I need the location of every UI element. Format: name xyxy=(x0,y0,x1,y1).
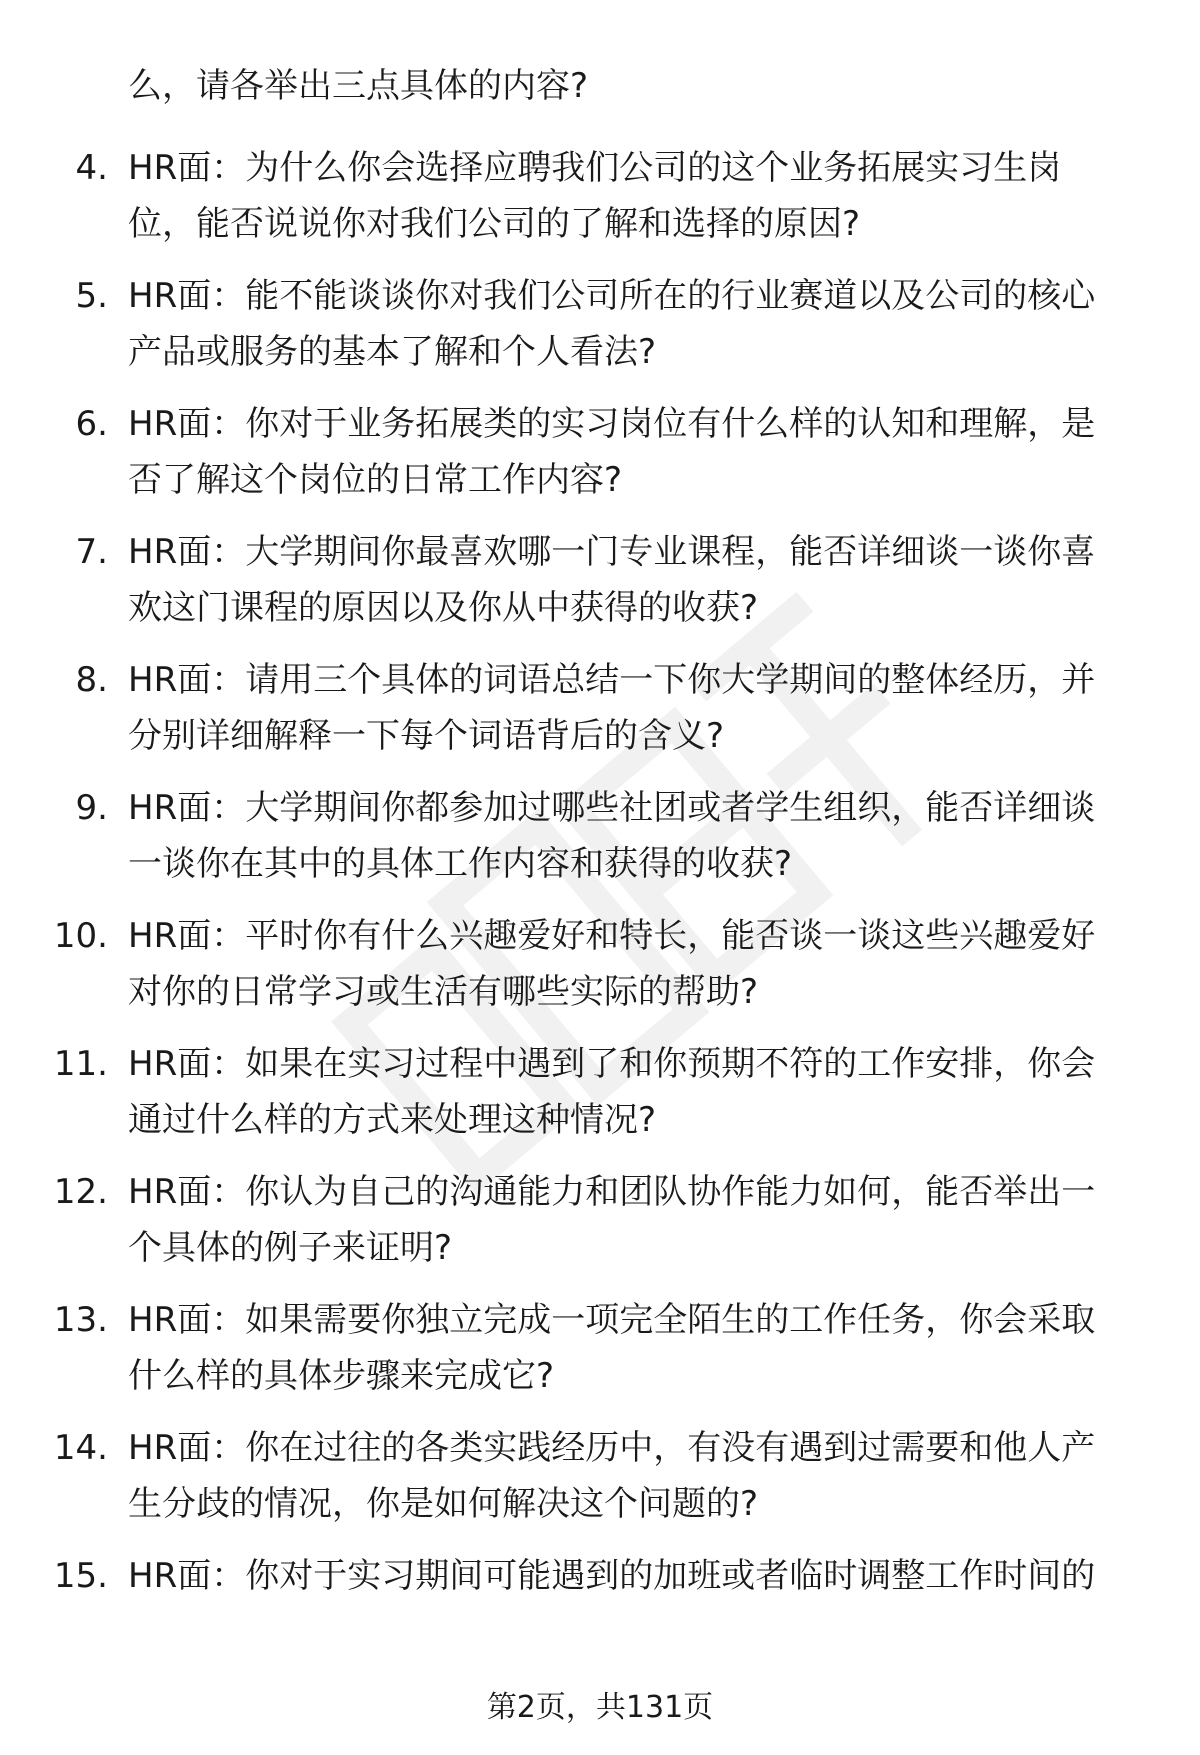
question-text-line2: 什么样的具体步骤来完成它? xyxy=(128,1356,555,1396)
question-text xyxy=(128,524,1158,636)
question-text xyxy=(128,1420,1158,1532)
question-text-line1: HR面：平时你有什么兴趣爱好和特长，能否谈一谈这些兴趣爱好 xyxy=(128,916,1096,956)
question-text-line1: HR面：请用三个具体的词语总结一下你大学期间的整体经历，并 xyxy=(128,660,1096,700)
question-text-line2: 欢这门课程的原因以及你从中获得的收获? xyxy=(128,588,759,628)
question-text-line1: HR面：大学期间你都参加过哪些社团或者学生组织，能否详细谈 xyxy=(128,788,1096,828)
question-item xyxy=(0,652,1200,780)
question-text xyxy=(128,652,1158,764)
question-text xyxy=(128,396,1158,508)
question-text xyxy=(128,268,1158,380)
question-item xyxy=(0,1036,1200,1164)
question-number: 12. xyxy=(53,1172,108,1212)
question-text-line2: 通过什么样的方式来处理这种情况? xyxy=(128,1100,657,1140)
question-text-line1: HR面：你对于业务拓展类的实习岗位有什么样的认知和理解，是 xyxy=(128,404,1096,444)
question-item xyxy=(0,396,1200,524)
question-number: 7. xyxy=(75,532,108,572)
question-item xyxy=(0,908,1200,1036)
question-text-line1: HR面：如果在实习过程中遇到了和你预期不符的工作安排，你会 xyxy=(128,1044,1096,1084)
question-text-line2: 否了解这个岗位的日常工作内容? xyxy=(128,460,623,500)
question-text-line1: HR面：你对于实习期间可能遇到的加班或者临时调整工作时间的 xyxy=(128,1556,1096,1596)
question-text-line1: HR面：如果需要你独立完成一项完全陌生的工作任务，你会采取 xyxy=(128,1300,1096,1340)
question-text-line1: HR面：为什么你会选择应聘我们公司的这个业务拓展实习生岗 xyxy=(128,148,1062,188)
question-list xyxy=(0,140,1200,1676)
question-text-line2: 对你的日常学习或生活有哪些实际的帮助? xyxy=(128,972,759,1012)
question-number: 8. xyxy=(75,660,108,700)
question-text-line2: 生分歧的情况，你是如何解决这个问题的? xyxy=(128,1484,759,1524)
question-text-line1: HR面：你在过往的各类实践经历中，有没有遇到过需要和他人产 xyxy=(128,1428,1096,1468)
question-text xyxy=(128,140,1158,252)
question-number: 14. xyxy=(53,1428,108,1468)
question-text xyxy=(128,908,1158,1020)
question-item xyxy=(0,780,1200,908)
question-text xyxy=(128,1292,1158,1404)
question-item xyxy=(0,1164,1200,1292)
question-item xyxy=(0,524,1200,652)
question-text-line1: HR面：大学期间你最喜欢哪一门专业课程，能否详细谈一谈你喜 xyxy=(128,532,1096,572)
question-text xyxy=(128,1548,1158,1604)
question-text-line1: HR面：能不能谈谈你对我们公司所在的行业赛道以及公司的核心 xyxy=(128,276,1096,316)
page-footer: 第2页，共131页 xyxy=(486,1690,714,1725)
question-text-line1: HR面：你认为自己的沟通能力和团队协作能力如何，能否举出一 xyxy=(128,1172,1096,1212)
question-text-line2: 位，能否说说你对我们公司的了解和选择的原因? xyxy=(128,204,861,244)
question-text-line2: 产品或服务的基本了解和个人看法? xyxy=(128,332,657,372)
question-item xyxy=(0,1548,1200,1676)
question-number: 10. xyxy=(53,916,108,956)
question-number: 4. xyxy=(75,148,108,188)
question-number: 5. xyxy=(75,276,108,316)
question-text-line2: 分别详细解释一下每个词语背后的含义? xyxy=(128,716,725,756)
question-number: 13. xyxy=(53,1300,108,1340)
question-number: 15. xyxy=(53,1556,108,1596)
question-number: 11. xyxy=(53,1044,108,1084)
question-text xyxy=(128,1164,1158,1276)
question-item xyxy=(0,1420,1200,1548)
question-item xyxy=(0,268,1200,396)
question-text-line2: 一谈你在其中的具体工作内容和获得的收获? xyxy=(128,844,793,884)
question-item xyxy=(0,1292,1200,1420)
question-text-line2: 个具体的例子来证明? xyxy=(128,1228,453,1268)
question-number: 9. xyxy=(75,788,108,828)
question-text xyxy=(128,780,1158,892)
question-number: 6. xyxy=(75,404,108,444)
question-text xyxy=(128,1036,1158,1148)
question-item xyxy=(0,140,1200,268)
continuation-text: 么，请各举出三点具体的内容? xyxy=(128,66,589,106)
